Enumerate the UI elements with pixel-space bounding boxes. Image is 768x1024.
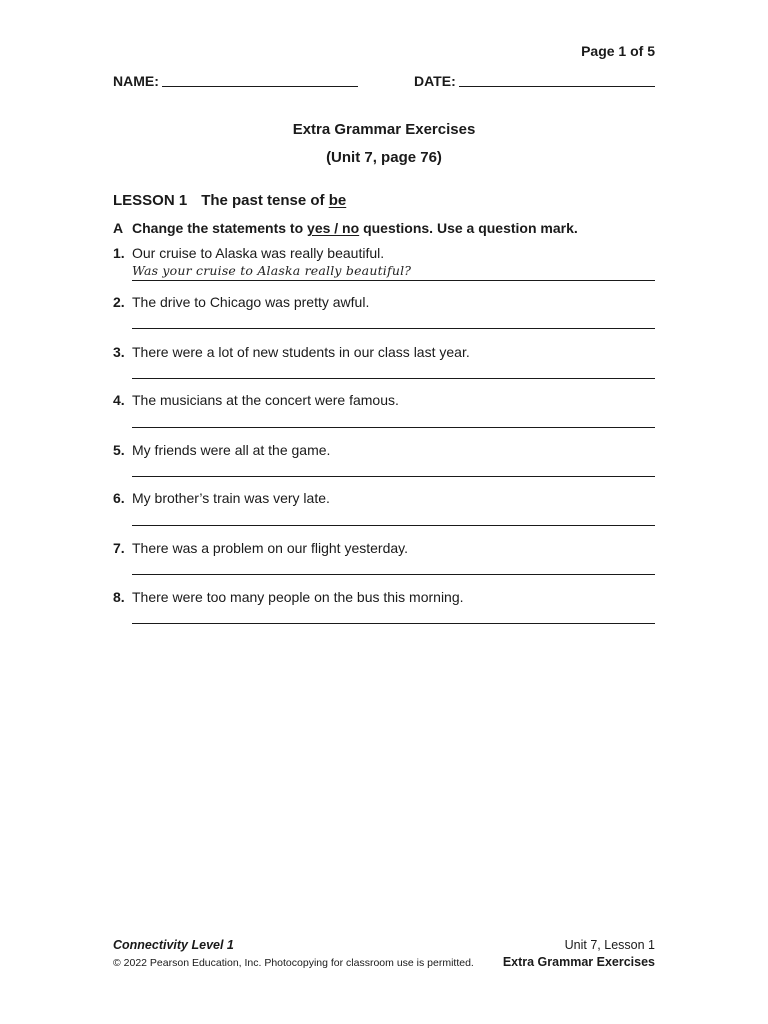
item-number-6: 6. — [113, 490, 125, 506]
worksheet-subtitle: (Unit 7, page 76) — [326, 149, 442, 166]
lesson-number: LESSON 1 — [113, 192, 188, 209]
date-line[interactable] — [459, 86, 655, 87]
footer-section-name: Extra Grammar Exercises — [502, 955, 655, 969]
item-statement-1: Our cruise to Alaska was really beautiful. — [132, 245, 385, 261]
answer-line-1[interactable] — [132, 280, 655, 281]
footer-unit-lesson: Unit 7, Lesson 1 — [564, 938, 655, 952]
item-number-7: 7. — [113, 540, 125, 556]
lesson-heading — [113, 192, 346, 209]
item-number-1: 1. — [113, 245, 125, 261]
section-letter: A — [113, 220, 124, 236]
item-statement-3: There were a lot of new students in our class last year. — [132, 344, 470, 360]
item-number-2: 2. — [113, 294, 125, 310]
name-line[interactable] — [162, 86, 358, 87]
answer-line-8[interactable] — [132, 623, 655, 624]
item-statement-4: The musicians at the concert were famous. — [132, 392, 399, 408]
page-number: Page 1 of 5 — [581, 43, 655, 59]
item-statement-6: My brother’s train was very late. — [132, 490, 330, 506]
copyright-notice: © 2022 Pearson Education, Inc. Photocopying for classroom use is permitted. — [113, 957, 474, 969]
instruction-keyword: yes / no — [307, 220, 360, 236]
item-statement-2: The drive to Chicago was pretty awful. — [132, 294, 370, 310]
answer-line-7[interactable] — [132, 574, 655, 575]
worksheet-title: Extra Grammar Exercises — [292, 121, 476, 138]
handwritten-answer-1: Was your cruise to Alaska really beautiful? — [132, 263, 412, 278]
item-number-5: 5. — [113, 442, 125, 458]
name-label: NAME: — [113, 73, 159, 89]
answer-line-6[interactable] — [132, 525, 655, 526]
item-statement-8: There were too many people on the bus this morning. — [132, 589, 464, 605]
instruction-text-end: questions. Use a question mark. — [363, 220, 578, 236]
answer-line-4[interactable] — [132, 427, 655, 428]
lesson-topic: The past tense of — [201, 192, 325, 209]
item-number-4: 4. — [113, 392, 125, 408]
book-title: Connectivity Level 1 — [113, 938, 234, 952]
item-number-8: 8. — [113, 589, 125, 605]
section-instruction — [132, 220, 578, 236]
item-statement-7: There was a problem on our flight yesterday. — [132, 540, 408, 556]
answer-line-5[interactable] — [132, 476, 655, 477]
answer-line-3[interactable] — [132, 378, 655, 379]
item-statement-5: My friends were all at the game. — [132, 442, 331, 458]
answer-line-2[interactable] — [132, 328, 655, 329]
lesson-topic-keyword: be — [328, 192, 347, 209]
item-number-3: 3. — [113, 344, 125, 360]
date-label: DATE: — [414, 73, 456, 89]
instruction-text: Change the statements to — [132, 220, 304, 236]
